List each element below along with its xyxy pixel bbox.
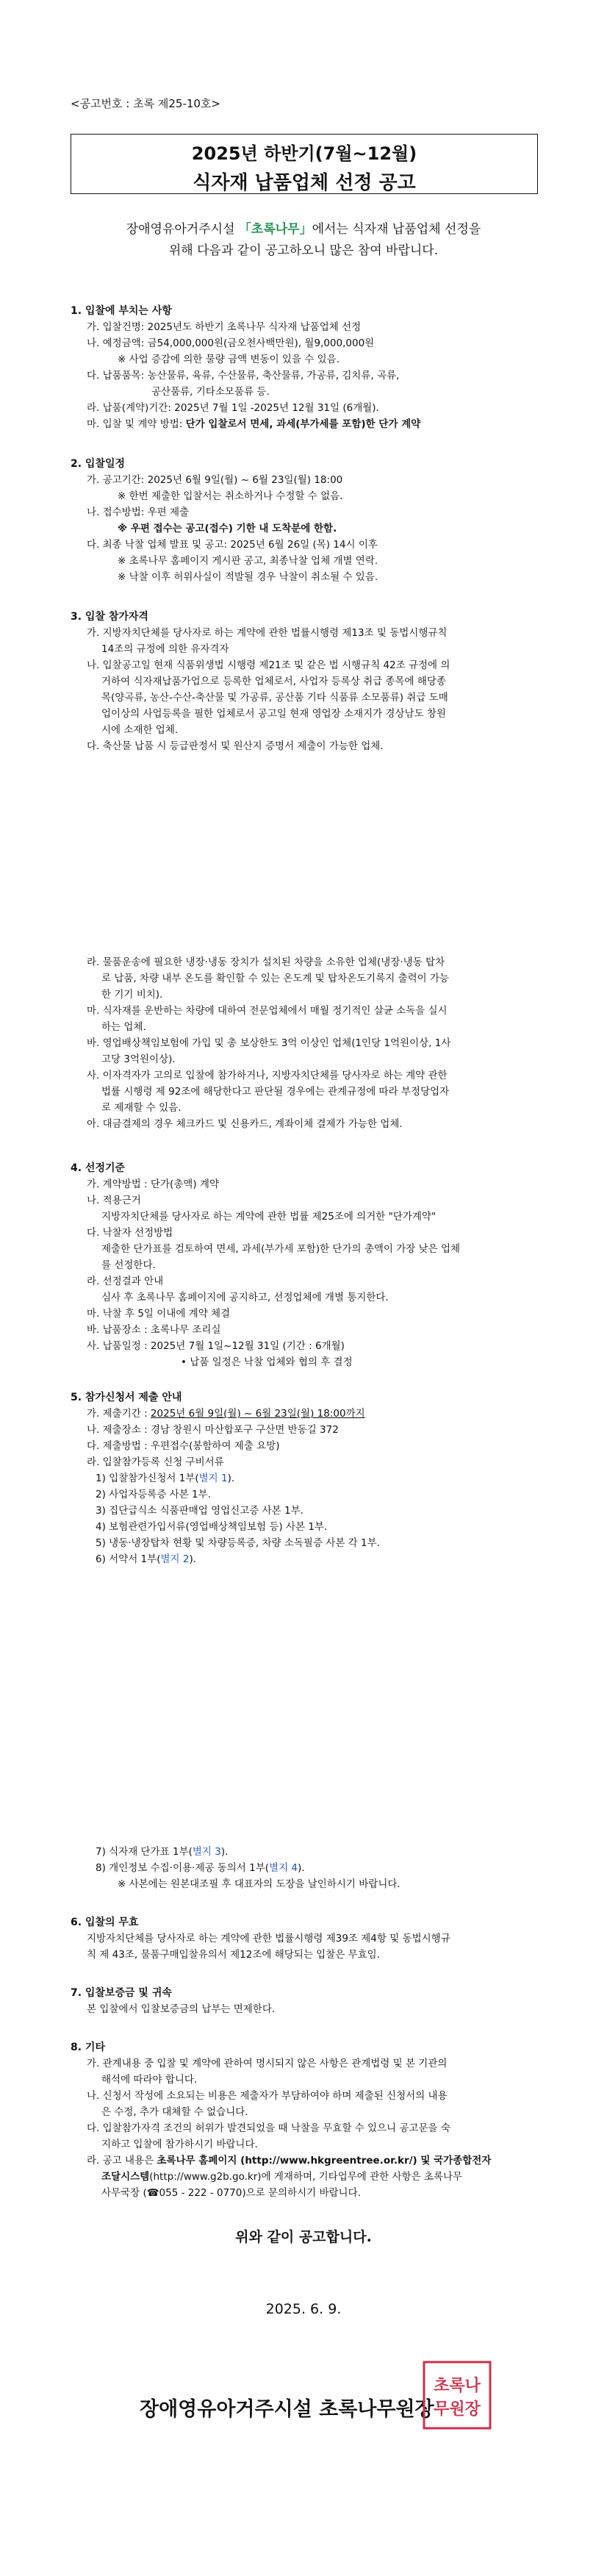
- list-item: 아. 대금결제의 경우 체크카드 및 신용카드, 계좌이체 결제가 가능한 업체.: [87, 1118, 403, 1130]
- list-item: 마. 식자재를 운반하는 차량에 대하여 전문업체에서 매월 정기적인 살균 소독을 실시: [87, 1005, 448, 1017]
- list-item: 마. 입찰 및 계약 방법: 단가 입찰로서 면세, 과세(부가세를 포함)한 단가 계약: [87, 418, 421, 430]
- section-eligibility-cont: [71, 954, 536, 1132]
- closing-statement: 위와 같이 공고합니다.: [235, 2229, 372, 2245]
- list-item-cont: 해석에 따라야 합니다.: [101, 2074, 198, 2086]
- list-item: 사. 이자격자가 고의로 입찰에 참가하거나, 지방자치단체를 당사자로 하는 계약 관한: [87, 1070, 448, 1081]
- section-eligibility: [71, 609, 536, 754]
- document-item: 8) 개인정보 수집·이용·제공 동의서 1부(별지 4).: [96, 1862, 305, 1874]
- svg-text:초록나: 초록나: [434, 2377, 481, 2395]
- document-item: 4) 보험관련가입서류(영업배상책임보험 등) 사본 1부.: [96, 1521, 328, 1533]
- note: • 납품 일정은 낙찰 업체와 협의 후 결정: [181, 1356, 353, 1368]
- document-list-cont: [71, 1844, 536, 1876]
- section-submission: [71, 1389, 536, 1567]
- list-item: 다. 낙찰자 선정방법: [87, 1227, 173, 1239]
- note: ※ 사업 증감에 의한 물량 금액 변동이 있을 수 있음.: [118, 354, 340, 365]
- list-item-cont: 시에 소재한 업체.: [101, 724, 179, 736]
- list-item: 가. 제출기간 : 2025년 6월 9일(월) ~ 6월 23일(월) 18:00까지: [87, 1408, 365, 1420]
- title-box: [71, 134, 538, 194]
- note: ※ 한번 제출한 입찰서는 취소하거나 수정할 수 없음.: [118, 490, 343, 502]
- section-invalid-bids: [71, 1914, 536, 1963]
- intro-line-2: 위해 다음과 같이 공고하오니 많은 참여 바랍니다.: [168, 243, 439, 258]
- list-item-cont: 사무국장 (☎055 - 222 - 0770)으로 문의하시기 바랍니다.: [101, 2187, 361, 2199]
- section-heading: 1. 입찰에 부치는 사항: [71, 305, 172, 317]
- section-schedule: [71, 456, 536, 585]
- section-deposit: [71, 1985, 536, 2017]
- list-item: 나. 신청서 작성에 소요되는 비용은 제출자가 부담하여야 하며 제출된 신청서의 내용: [87, 2090, 448, 2102]
- list-item: 다. 축산물 납품 시 등급판정서 및 원산지 증명서 제출이 가능한 업체.: [87, 740, 384, 752]
- section-heading: 3. 입찰 참가자격: [71, 611, 148, 623]
- svg-text:무원장: 무원장: [434, 2400, 481, 2419]
- list-item-cont: 목(양곡류, 농산-수산-축산물 및 가공류, 공산품 기타 식품류 소모품류) 취급 도매: [101, 692, 448, 704]
- note: ※ 낙찰 이후 허위사실이 적발될 경우 낙찰이 취소될 수 있음.: [118, 571, 378, 583]
- note: ※ 초록나무 홈페이지 게시판 공고, 최종낙찰 업체 개별 연락.: [118, 555, 378, 567]
- list-item: 가. 관계내용 중 입찰 및 계약에 관하여 명시되지 않은 사항은 관계법령 및 본 기관의: [87, 2058, 448, 2069]
- list-item: 라. 공고 내용은 초록나무 홈페이지 (http://www.hkgreentree.or.kr/) 및 국가종합전자: [87, 2155, 492, 2167]
- notice-number: <공고번호 : 초록 제25-10호>: [71, 97, 221, 110]
- list-item-cont: 한 기기 비치).: [101, 989, 163, 1001]
- attachment-link[interactable]: 별지 3: [192, 1846, 221, 1858]
- list-item: 나. 예정금액: 금54,000,000원(금오천사백만원), 월9,000,000원: [87, 337, 375, 349]
- list-item: 다. 납품품목: 농산물류, 육류, 수산물류, 축산물류, 가공류, 김치류, 곡류,: [87, 370, 400, 382]
- list-item: 가. 지방자치단체를 당사자로 하는 계약에 관한 법률시행령 제13조 및 동법시행규칙: [87, 627, 448, 639]
- section-bid-items: [71, 303, 536, 432]
- note: ※ 우편 접수는 공고(접수) 기한 내 도착분에 한함.: [118, 523, 337, 534]
- list-item-cont: 14조의 규정에 의한 유자격자: [101, 643, 229, 655]
- list-item-cont: 은 수정, 추가 대체할 수 없습니다.: [101, 2106, 248, 2118]
- attachment-link[interactable]: 별지 2: [160, 1553, 190, 1565]
- list-item: 라. 물품운송에 필요한 냉장·냉동 장치가 설치된 차량을 소유한 업체(냉장·냉동 탑차: [87, 956, 445, 968]
- intro-paragraph: [71, 219, 536, 262]
- list-item-cont: 심사 후 초록나무 홈페이지에 공지하고, 선정업체에 개별 통지한다.: [101, 1292, 389, 1303]
- intro-text: 장애영유아거주시설: [126, 222, 239, 237]
- section-heading: 2. 입찰일정: [71, 458, 126, 470]
- section-heading: 5. 참가신청서 제출 안내: [71, 1392, 182, 1403]
- list-item: 나. 제출장소 : 경남 창원시 마산합포구 구산면 반동길 372: [87, 1424, 339, 1436]
- list-item-cont: 를 선정한다.: [101, 1259, 156, 1271]
- list-item-cont: 고당 3억원이상).: [101, 1053, 176, 1065]
- list-item: 다. 입찰참가자격 조건의 허위가 발견되었을 때 낙찰을 무효할 수 있으니 공고문을 숙: [87, 2122, 450, 2134]
- issue-date: 2025. 6. 9.: [265, 2301, 342, 2317]
- document-item: 2) 사업자등록증 사본 1부.: [96, 1489, 211, 1500]
- list-item-cont: 지방자치단체를 당사자로 하는 계약에 관한 법률 제25조에 의거한 "단가계약": [101, 1211, 437, 1223]
- official-seal: [422, 2360, 492, 2430]
- paragraph: 칙 제 43조, 물품구매입찰유의서 제12조에 해당되는 입찰은 무효임.: [87, 1949, 381, 1961]
- list-item: 바. 영업배상책임보험에 가입 및 총 보상한도 3억 이상인 업체(1인당 1억원이상, 1사: [87, 1037, 451, 1049]
- list-item-cont: 공산품류, 기타소모품류 등.: [151, 386, 270, 398]
- list-item-cont: 제출한 단가표를 검토하여 면세, 과세(부가세 포함)한 단가의 총액이 가장 낮은 업체: [101, 1243, 461, 1255]
- section-heading: 6. 입찰의 무효: [71, 1917, 139, 1928]
- document-item: 6) 서약서 1부(별지 2).: [96, 1553, 196, 1565]
- document-item: 5) 냉동·냉장탑차 현황 및 차량등록증, 차량 소독필증 사본 각 1부.: [96, 1537, 380, 1549]
- document-item: 1) 입찰참가신청서 1부(별지 1).: [96, 1473, 235, 1484]
- section-heading: 8. 기타: [71, 2042, 105, 2053]
- document-item: 3) 집단급식소 식품판매업 영업신고증 사본 1부.: [96, 1505, 304, 1517]
- attachment-link[interactable]: 별지 1: [198, 1473, 228, 1484]
- list-item: 나. 접수방법: 우편 제출: [87, 507, 190, 518]
- paragraph: 지방자치단체를 당사자로 하는 계약에 관한 법률시행령 제39조 제4항 및 동법시행규: [87, 1933, 450, 1944]
- section-selection-criteria: [71, 1160, 536, 1370]
- list-item: 바. 납품장소 : 초록나무 조리실: [87, 1324, 221, 1336]
- list-item: 가. 공고기간: 2025년 6월 9일(월) ~ 6월 23일(월) 18:00: [87, 474, 343, 486]
- document-item: 7) 식자재 단가표 1부(별지 3).: [96, 1846, 229, 1858]
- g2b-link[interactable]: (http://www.g2b.go.kr)에 게재하며, 기타업무에 관한 사항은 초록나무: [149, 2171, 463, 2183]
- list-item-cont: 거하여 식자재납품가업으로 등록한 업체로서, 사업자 등록상 취급 종목에 해당종: [101, 676, 446, 687]
- list-item-cont: 조달시스템(http://www.g2b.go.kr)에 게재하며, 기타업무에 관한 사항은 초록나무: [101, 2171, 463, 2183]
- list-item: 가. 입찰건명: 2025년도 하반기 초록나무 식자재 납품업체 선정: [87, 321, 362, 333]
- page-title: 식자재 납품업체 선정 공고: [193, 172, 416, 194]
- section-submission-cont: [71, 1844, 536, 1892]
- list-item: 사. 납품일정 : 2025년 7월 1일~12월 31일 (기간 : 6개월): [87, 1340, 345, 1352]
- list-item: 라. 납품(계약)기간: 2025년 7월 1일 -2025년 12월 31일 (6개월).: [87, 402, 379, 414]
- list-item-cont: 지하고 입찰에 참가하시기 바랍니다.: [101, 2139, 258, 2150]
- list-item: 나. 적용근거: [87, 1195, 141, 1206]
- brand-name: 「초록나무」: [238, 222, 312, 237]
- document-list: [71, 1470, 536, 1567]
- list-item-cont: 업이상의 사업등록을 필한 업체로서 공고일 현재 영업장 소재지가 경상남도 창원: [101, 708, 446, 720]
- paragraph: 본 입찰에서 입찰보증금의 납부는 면제한다.: [87, 2003, 276, 2015]
- list-item: 가. 계약방법 : 단가(총액) 계약: [87, 1178, 219, 1190]
- note: ※ 사본에는 원본대조필 후 대표자의 도장을 날인하시기 바랍니다.: [118, 1878, 401, 1890]
- list-item-cont: 로 납품, 차량 내부 온도를 확인할 수 있는 온도계 및 탑차온도기록지 출력이 가능: [101, 973, 450, 984]
- list-item: 다. 제출방법 : 우편접수(봉함하여 제출 요망): [87, 1440, 280, 1452]
- homepage-link[interactable]: 초록나무 홈페이지 (http://www.hkgreentree.or.kr/) 및 국가종합전자: [157, 2155, 492, 2167]
- attachment-link[interactable]: 별지 4: [269, 1862, 298, 1874]
- list-item: 라. 선정결과 안내: [87, 1276, 164, 1287]
- section-heading: 7. 입찰보증금 및 귀속: [71, 1987, 172, 1999]
- list-item-cont: 로 제재할 수 있음.: [101, 1102, 182, 1114]
- list-item: 마. 낙찰 후 5일 이내에 계약 체결: [87, 1308, 231, 1320]
- list-item-cont: 하는 업체.: [101, 1021, 146, 1033]
- signer-name: 장애영유아거주시설 초록나무원장: [140, 2398, 434, 2421]
- section-misc: [71, 2039, 536, 2201]
- list-item-cont: 법률 시행령 제 92조에 해당한다고 판단될 경우에는 관계규정에 따라 부정당업자: [101, 1086, 450, 1098]
- list-item: 다. 최종 낙찰 업체 발표 및 공고: 2025년 6월 26일 (목) 14시 이후: [87, 539, 378, 551]
- title-period: 2025년 하반기(7월~12월): [191, 143, 417, 164]
- section-heading: 4. 선정기준: [71, 1162, 126, 1174]
- intro-text-2: 에서는 식자재 납품업체 선정을: [312, 222, 481, 237]
- list-item: 라. 입찰참가등록 신청 구비서류: [87, 1456, 224, 1468]
- list-item: 나. 입찰공고일 현재 식품위생법 시행령 제21조 및 같은 법 시행규칙 42조 규정에 의: [87, 659, 450, 671]
